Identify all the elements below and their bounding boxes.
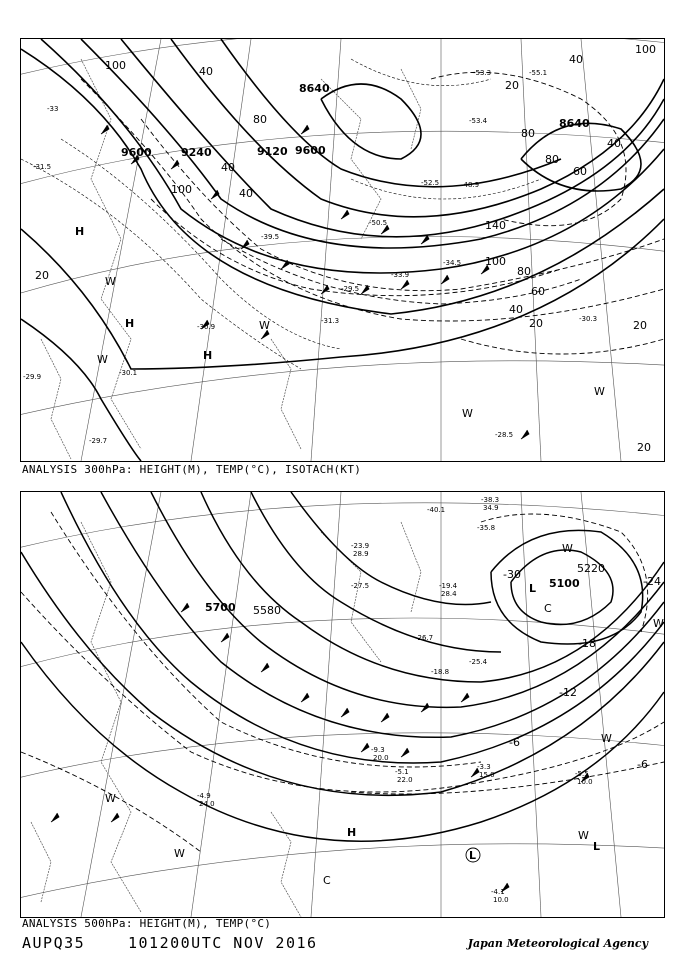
isotherm-label: -6 xyxy=(637,758,648,771)
temp-label: -31.3 xyxy=(321,317,340,325)
panel-caption: ANALYSIS 300hPa: HEIGHT(M), TEMP(°C), ISOTACH(KT) xyxy=(22,463,362,476)
station-value: -25.4 xyxy=(469,658,488,666)
warm-mark: W xyxy=(259,319,270,332)
warm-mark: W xyxy=(97,353,108,366)
isotach-label: 140 xyxy=(485,219,506,232)
isotach-label: 60 xyxy=(573,165,587,178)
isotach-label: 20 xyxy=(637,441,651,454)
temp-label: -28.5 xyxy=(495,431,514,439)
station-value: 15.0 xyxy=(479,771,495,779)
high-pressure-mark: H xyxy=(347,826,357,839)
temp-label: -30.9 xyxy=(197,323,216,331)
high-pressure-mark: H xyxy=(203,349,213,362)
height-label: 5220 xyxy=(577,562,605,575)
warm-mark: W xyxy=(462,407,473,420)
high-pressure-mark: H xyxy=(125,317,135,330)
product-code: AUPQ35 xyxy=(22,934,86,952)
temp-label: -50.5 xyxy=(369,219,388,227)
warm-mark: W xyxy=(594,385,605,398)
isotach-label: 20 xyxy=(505,79,519,92)
temp-label: -33.9 xyxy=(391,271,410,279)
low-pressure-mark: L xyxy=(469,849,477,862)
station-value: -26.7 xyxy=(415,634,434,642)
isotach-label: 100 xyxy=(105,59,126,72)
low-pressure-mark: L xyxy=(593,840,601,853)
station-value: -3.3 xyxy=(477,763,491,771)
height-label: 9600 xyxy=(121,146,152,159)
height-label: 8640 xyxy=(299,82,330,95)
isotach-label: 80 xyxy=(521,127,535,140)
station-value: 22.0 xyxy=(397,776,413,784)
isotach-label: 20 xyxy=(529,317,543,330)
isotach-label: 20 xyxy=(35,269,49,282)
low-pressure-mark: L xyxy=(529,582,537,595)
isotach-label: 100 xyxy=(171,183,192,196)
warm-mark: W xyxy=(601,732,612,745)
station-value: -23.9 xyxy=(351,542,370,550)
station-value: -19.4 xyxy=(439,582,458,590)
isotherm-label: -12 xyxy=(559,686,577,699)
isotach-label: 40 xyxy=(607,137,621,150)
isotherm-label: -6 xyxy=(509,736,520,749)
temp-label: -53.3 xyxy=(473,69,492,77)
isotach-label: 80 xyxy=(517,265,531,278)
station-value: -5.1 xyxy=(395,768,409,776)
temp-label: -29.5 xyxy=(341,285,360,293)
warm-mark: W xyxy=(653,617,664,630)
chart-300hpa xyxy=(20,38,665,462)
station-value: -27.5 xyxy=(351,582,370,590)
isotach-label: 40 xyxy=(199,65,213,78)
station-value: -4.9 xyxy=(197,792,211,800)
station-value: -38.3 xyxy=(481,496,500,504)
isotherms xyxy=(21,512,664,852)
map-500hpa xyxy=(21,492,664,917)
height-label: 5700 xyxy=(205,601,236,614)
temp-label: -29.7 xyxy=(89,437,108,445)
station-value: 10.0 xyxy=(493,896,509,904)
height-label: 9600 xyxy=(295,144,326,157)
temp-label: -30.3 xyxy=(579,315,598,323)
temp-label: -53.4 xyxy=(469,117,488,125)
temp-label: -48.9 xyxy=(461,181,480,189)
high-pressure-mark: H xyxy=(75,225,85,238)
station-value: 34.9 xyxy=(483,504,499,512)
cold-mark: C xyxy=(323,874,331,887)
warm-mark: W xyxy=(105,275,116,288)
valid-time: 101200UTC NOV 2016 xyxy=(128,934,318,952)
height-label: 8640 xyxy=(559,117,590,130)
warm-mark: W xyxy=(174,847,185,860)
temp-label: -29.9 xyxy=(23,373,42,381)
temp-label: -52.5 xyxy=(421,179,440,187)
isotherm-label: -24 xyxy=(643,575,661,588)
station-value: -5.5 xyxy=(575,770,589,778)
graticule xyxy=(21,492,664,917)
warm-mark: W xyxy=(578,829,589,842)
station-value: 28.4 xyxy=(441,590,457,598)
temp-label: -34.5 xyxy=(443,259,462,267)
station-value: -35.8 xyxy=(477,524,496,532)
station-value: 20.0 xyxy=(373,754,389,762)
height-label: 5100 xyxy=(549,577,580,590)
temp-label: -30.1 xyxy=(119,369,138,377)
warm-mark: W xyxy=(562,542,573,555)
cold-mark: C xyxy=(544,602,552,615)
panel-caption: ANALYSIS 500hPa: HEIGHT(M), TEMP(°C) xyxy=(22,917,272,930)
isotach-label: 40 xyxy=(239,187,253,200)
temp-label: -33 xyxy=(47,105,59,113)
temp-label: -39.5 xyxy=(261,233,280,241)
isotach-label: 60 xyxy=(531,285,545,298)
isotach-label: 20 xyxy=(633,319,647,332)
temp-label: -55.1 xyxy=(529,69,548,77)
isotach-label: 80 xyxy=(253,113,267,126)
station-value: -9.3 xyxy=(371,746,385,754)
map-300hpa xyxy=(21,39,664,461)
agency-name: Japan Meteorological Agency xyxy=(467,937,648,950)
isotach-label: 100 xyxy=(485,255,506,268)
isotach-label: 40 xyxy=(569,53,583,66)
station-value: -18.8 xyxy=(431,668,450,676)
station-value: -40.1 xyxy=(427,506,446,514)
isotach-label: 80 xyxy=(545,153,559,166)
station-value: 24.0 xyxy=(199,800,215,808)
chart-500hpa xyxy=(20,491,665,918)
warm-mark: W xyxy=(105,792,116,805)
wind-barbs xyxy=(101,125,529,439)
height-label: 9120 xyxy=(257,145,288,158)
isotherm-label: -30 xyxy=(503,568,521,581)
isotach-label: 100 xyxy=(635,43,656,56)
isotherm-label: -18 xyxy=(578,637,596,650)
height-label: 9240 xyxy=(181,146,212,159)
station-value: 10.0 xyxy=(577,778,593,786)
height-label: 5580 xyxy=(253,604,281,617)
isotach-label: 40 xyxy=(509,303,523,316)
temp-label: -31.5 xyxy=(33,163,52,171)
isotach-label: 40 xyxy=(221,161,235,174)
station-value: 28.9 xyxy=(353,550,369,558)
station-value: -4.1 xyxy=(491,888,505,896)
